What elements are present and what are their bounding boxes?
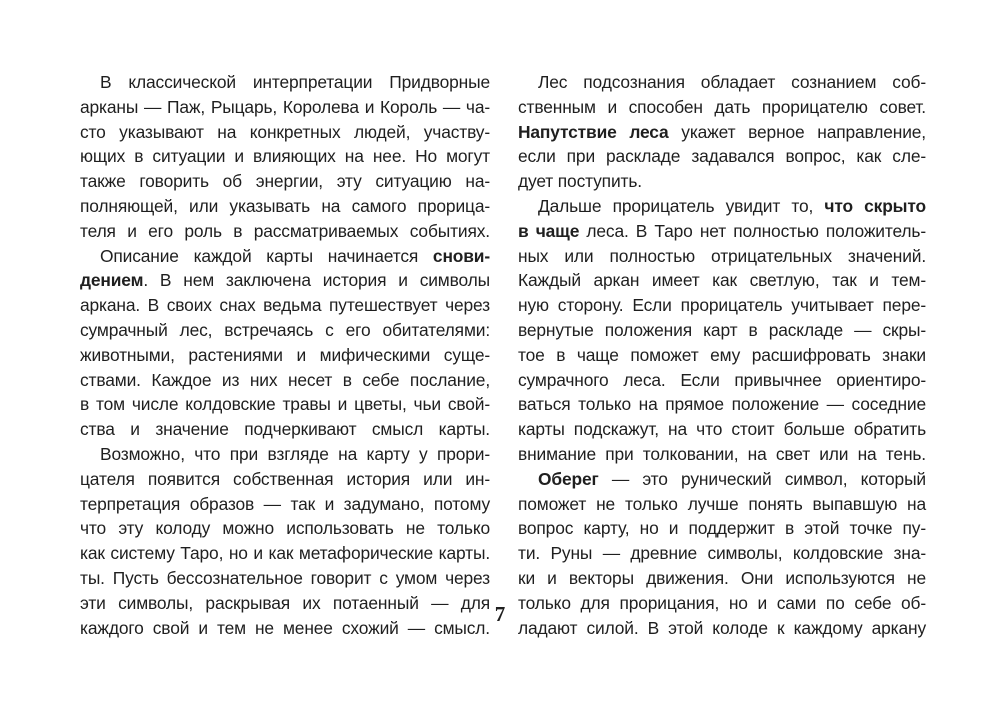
text-line: Напутствие леса укажет верное направление, bbox=[518, 121, 926, 142]
text-line: ных или полностью отрицательных значений. bbox=[518, 245, 926, 266]
paragraph-court-arcana bbox=[80, 70, 490, 244]
text-line: Возможно, что при взгляде на карту у прори- bbox=[100, 443, 490, 464]
text-line: карты подскажут, на что стоит больше обратить bbox=[518, 419, 926, 440]
bold-term: дением bbox=[80, 270, 144, 291]
left-column bbox=[80, 70, 490, 640]
text-line: дует поступить. bbox=[518, 171, 642, 192]
text-line: эти символы, раскрывая их потаенный — для bbox=[80, 592, 490, 613]
text-line: теля и его роль в рассматриваемых событиях. bbox=[80, 220, 490, 241]
paragraph-forest-advice bbox=[518, 70, 926, 194]
text-line: терпретация образов — так и задумано, потому bbox=[80, 493, 490, 514]
text-line: что эту колоду можно использовать не только bbox=[80, 518, 490, 539]
bold-term: Оберег bbox=[538, 468, 599, 489]
text-line: ладают силой. В этой колоде к каждому аркану bbox=[518, 617, 926, 638]
text-line: если при раскладе задавался вопрос, как сле- bbox=[518, 146, 926, 167]
text-line: Описание каждой карты начинается снови- bbox=[100, 245, 490, 266]
text-line: Оберег — это рунический символ, который bbox=[538, 468, 926, 489]
right-column bbox=[518, 70, 926, 640]
text-line: сумрачного леса. Если привычнее ориентиро- bbox=[518, 369, 926, 390]
bold-term: в чаще bbox=[518, 220, 580, 241]
text-line: животными, растениями и мифическими суще- bbox=[80, 344, 490, 365]
page-number: 7 bbox=[494, 602, 506, 626]
text-line: аркана. В своих снах ведьма путешествует через bbox=[80, 295, 490, 316]
text-line: сумрачный лес, встречаясь с его обитателями: bbox=[80, 319, 490, 340]
text-line: цателя появится собственная история или ин- bbox=[80, 468, 490, 489]
text-line: ты. Пусть бессознательное говорит с умом через bbox=[80, 567, 490, 588]
paragraph-dream-description bbox=[80, 244, 490, 442]
text-line: каждого свой и тем не менее схожий — смысл. bbox=[80, 617, 490, 638]
text-line: Дальше прорицатель увидит то, что скрыто bbox=[538, 195, 926, 216]
text-line: полняющей, или указывать на самого прорица- bbox=[80, 195, 490, 216]
bold-term: Напутствие леса bbox=[518, 121, 669, 142]
text-line: как систему Таро, но и как метафорические карты. bbox=[80, 543, 490, 564]
text-line: вопрос карту, но и поддержит в этой точке пу- bbox=[518, 518, 926, 539]
text-line: внимание при толковании, на свет или на тень. bbox=[518, 443, 926, 464]
bold-term: что скрыто bbox=[824, 195, 926, 216]
text-line: в чаще леса. В Таро нет полностью положитель- bbox=[518, 220, 926, 241]
text-line: поможет не только лучше понять выпавшую на bbox=[518, 493, 926, 514]
text-line: ную сторону. Если прорицатель учитывает пере- bbox=[518, 295, 926, 316]
text-line: сто указывают на конкретных людей, участву- bbox=[80, 121, 490, 142]
text-line: ственным и способен дать прорицателю совет. bbox=[518, 96, 926, 117]
text-line: арканы — Паж, Рыцарь, Королева и Король — ча- bbox=[80, 96, 490, 117]
text-line: ства и значение подчеркивают смысл карты. bbox=[80, 419, 490, 440]
text-line: ти. Руны — древние символы, колдовские зна- bbox=[518, 543, 926, 564]
text-line: тое в чаще поможет ему расшифровать знаки bbox=[518, 344, 926, 365]
text-line: также говорить об энергии, эту ситуацию на- bbox=[80, 171, 490, 192]
text-line: только для прорицания, но и сами по себе об- bbox=[518, 592, 926, 613]
text-line: ствами. Каждое из них несет в себе послание, bbox=[80, 369, 490, 390]
text-line: В классической интерпретации Придворные bbox=[100, 72, 490, 92]
text-line: вернутые положения карт в раскладе — скры- bbox=[518, 319, 926, 340]
text-line: Каждый аркан имеет как светлую, так и тем- bbox=[518, 270, 926, 291]
paragraph-hidden-thicket bbox=[518, 194, 926, 467]
bold-term: снови- bbox=[432, 245, 490, 266]
text-line: в том числе колдовские травы и цветы, чьи свой- bbox=[80, 394, 490, 415]
text-line: ющих в ситуации и влияющих на нее. Но могут bbox=[80, 146, 490, 167]
text-line: Лес подсознания обладает сознанием соб- bbox=[538, 72, 926, 92]
text-line: ваться только на прямое положение — соседние bbox=[518, 394, 926, 415]
text-line: дением. В нем заключена история и символы bbox=[80, 270, 490, 291]
text-line: ки и векторы движения. Они используются не bbox=[518, 567, 926, 588]
